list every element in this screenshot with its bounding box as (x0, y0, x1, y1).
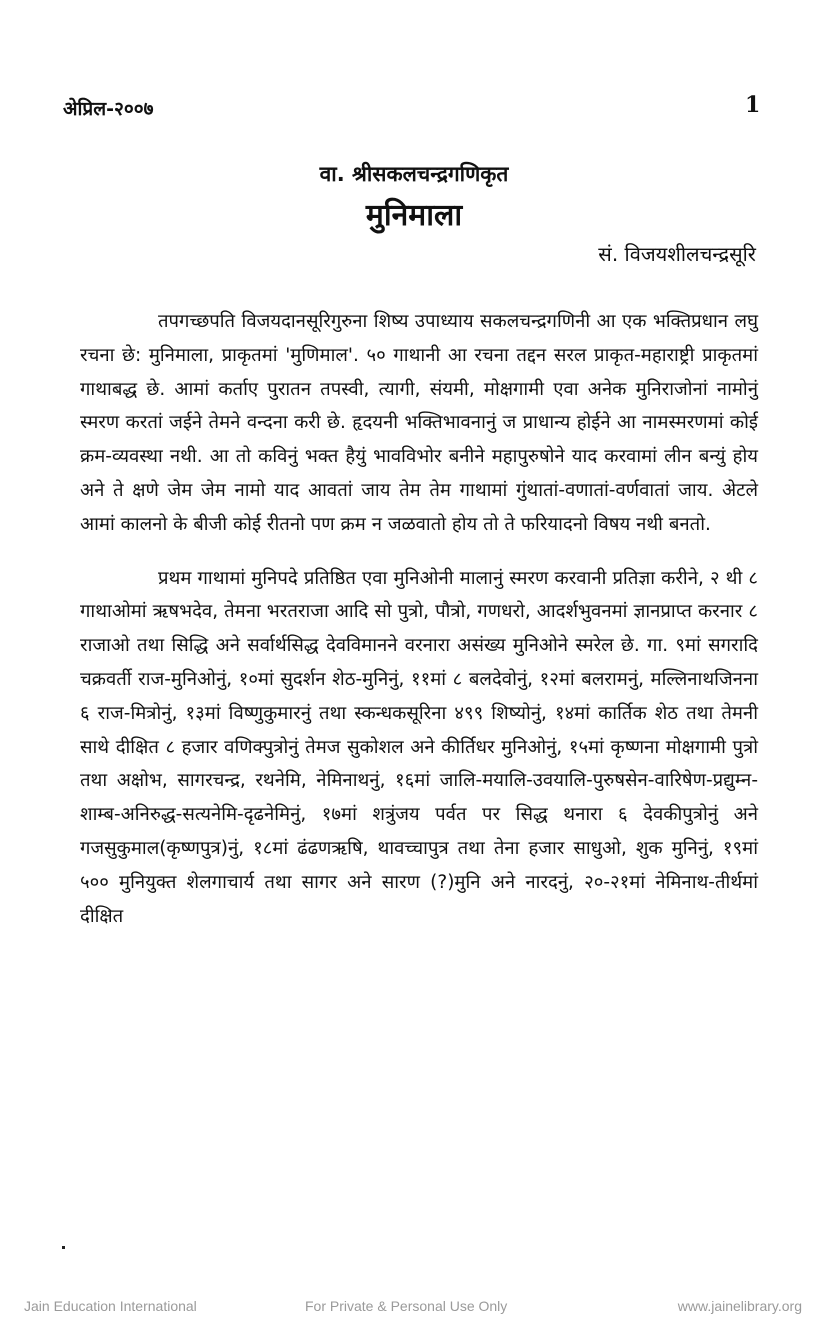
article-editor: सं. विजयशीलचन्द्रसूरि (598, 242, 756, 266)
paragraph: तपगच्छपति विजयदानसूरिगुरुना शिष्य उपाध्याय सकलचन्द्रगणिनी आ एक भक्तिप्रधान लघु रचना छे: मुनिमाला, प्राकृतमां 'मुणिमाल'. ५० गाथानी आ रचना तद्दन सरल प्राकृत-महाराष्ट्री प्राकृतमां गाथाबद्ध छे. आमां कर्ताए पुरातन तपस्वी, त्यागी, संयमी, मोक्षगामी एवा अनेक मुनिराजोनां नामोनुं स्मरण करतां जईने तेमने वन्दना करी छे. हृदयनी भक्तिभावनानुं ज प्राधान्य होईने आ नामस्मरणमां कोई क्रम-व्यवस्था नथी. आ तो कविनुं भक्त हैयुं भावविभोर बनीने महापुरुषोने याद करवामां लीन बन्युं होय अने ते क्षणे जेम जेम नामो याद आवतां जाय तेम तेम गाथामां गुंथातां-वणातां-वर्णवातां जाय. अेटले आमां कालनो के बीजी कोई रीतनो पण क्रम न जळवातो होय तो ते फरियादनो विषय नथी बनतो. (80, 311, 758, 535)
footer-publisher: Jain Education International (24, 1298, 197, 1314)
article-title: मुनिमाला (365, 198, 463, 233)
footer-website-link[interactable]: www.jainelibrary.org (677, 1298, 802, 1314)
article-byline: वा. श्रीसकलचन्द्रगणिकृत (319, 162, 509, 186)
stray-dot (62, 1246, 65, 1249)
article-body (80, 305, 758, 953)
footer-usage-notice: For Private & Personal Use Only (305, 1298, 508, 1314)
running-header-date: अेप्रिल-२००७ (63, 98, 154, 120)
page-number: 1 (745, 92, 761, 118)
paragraph: प्रथम गाथामां मुनिपदे प्रतिष्ठित एवा मुनिओनी मालानुं स्मरण करवानी प्रतिज्ञा करीने, २ थी ८ गाथाओमां ऋषभदेव, तेमना भरतराजा आदि सो पुत्रो, पौत्रो, गणधरो, आदर्शभुवनमां ज्ञानप्राप्त करनार ८ राजाओ तथा सिद्धि अने सर्वार्थसिद्ध देवविमानने वरनारा असंख्य मुनिओने स्मरेल छे. गा. ९मां सगरादि चक्रवर्ती राज-मुनिओनुं, १०मां सुदर्शन शेठ-मुनिनुं, ११मां ८ बलदेवोनुं, १२मां बलरामनुं, मल्लिनाथजिनना ६ राज-मित्रोनुं, १३मां विष्णुकुमारनुं तथा स्कन्धकसूरिना ४९९ शिष्योनुं, १४मां कार्तिक शेठ तथा तेमनी साथे दीक्षित ८ हजार वणिक्पुत्रोनुं तेमज सुकोशल अने कीर्तिधर मुनिओनुं, १५मां कृष्णना मोक्षगामी पुत्रो तथा अक्षोभ, सागरचन्द्र, रथनेमि, नेमिनाथनुं, १६मां जालि-मयालि-उवयालि-पुरुषसेन-वारिषेण-प्रद्युम्न-शाम्ब-अनिरुद्ध-सत्यनेमि-दृढनेमिनुं, १७मां शत्रुंजय पर्वत पर सिद्ध थनारा ६ देवकीपुत्रोनुं अने गजसुकुमाल(कृष्णपुत्र)नुं, १८मां ढंढणऋषि, थावच्चापुत्र तथा तेना हजार साधुओ, शुक मुनिनुं, १९मां ५०० मुनियुक्त शेलगाचार्य तथा सागर अने सारण (?)मुनि अने नारदनुं, २०-२१मां नेमिनाथ-तीर्थमां दीक्षित (80, 567, 758, 927)
